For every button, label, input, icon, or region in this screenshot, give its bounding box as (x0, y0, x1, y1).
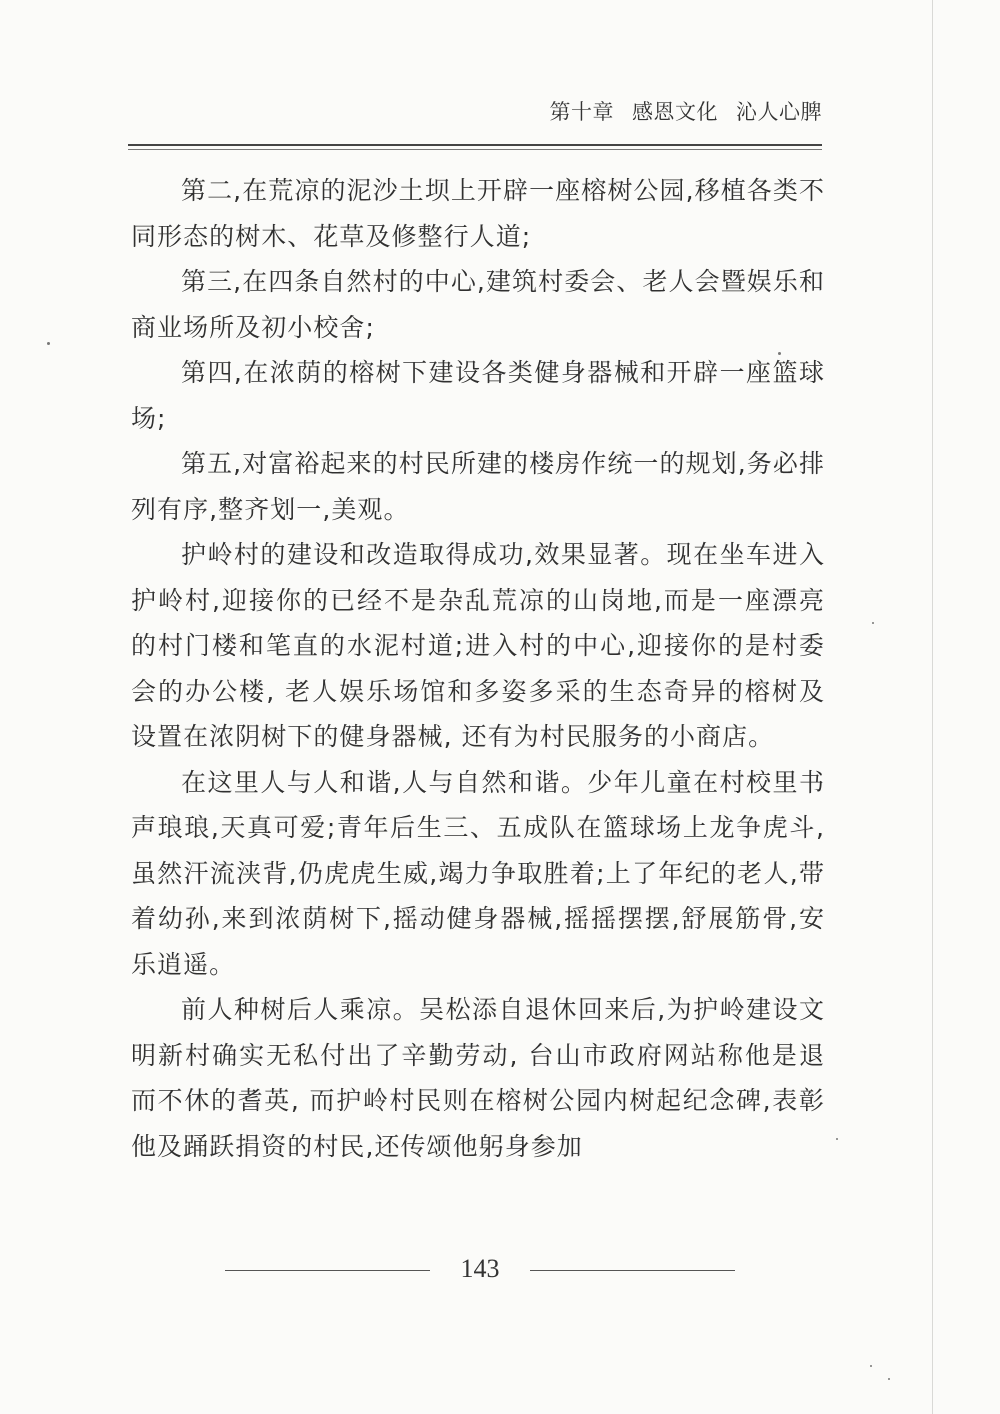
paragraph: 第三,在四条自然村的中心,建筑村委会、老人会暨娱乐和商业场所及初小校舍; (131, 267, 825, 342)
header-rule (128, 144, 822, 146)
page-edge-shadow (932, 0, 933, 1414)
paragraph: 在这里人与人和谐,人与自然和谐。少年儿童在村校里书声琅琅,天真可爱;青年后生三、五成队在篮球场上龙争虎斗,虽然汗流浃背,仍虎虎生威,竭力争取胜着;上了年纪的老人,带着幼孙,来到浓荫树下,摇动健身器械,摇摇摆摆,舒展筋骨,安乐逍遥。 (131, 767, 825, 979)
scan-speck (47, 342, 50, 345)
scan-speck (872, 622, 874, 624)
paragraph: 第二,在荒凉的泥沙土坝上开辟一座榕树公园,移植各类不同形态的树木、花草及修整行人道; (131, 176, 825, 251)
header-subtitle: 沁人心脾 (736, 100, 822, 124)
footer-rule-right (530, 1270, 735, 1271)
scan-speck (888, 1378, 890, 1380)
scan-speck (778, 352, 781, 355)
paragraph: 第五,对富裕起来的村民所建的楼房作统一的规划,务必排列有序,整齐划一,美观。 (131, 449, 825, 524)
running-header (128, 92, 822, 146)
scan-speck (870, 1365, 872, 1367)
header-rule-thin (128, 149, 822, 150)
header-section: 感恩文化 (632, 100, 718, 124)
scan-speck (836, 1138, 838, 1140)
paragraph: 前人种树后人乘凉。吴松添自退休回来后,为护岭建设文明新村确实无私付出了辛勤劳动, 台山市政府网站称他是退而不休的耆英, 而护岭村民则在榕树公园内树起纪念碑,表彰他及踊跃捐资的村民,还传颂他躬身参加 (131, 995, 825, 1161)
body-text (131, 168, 825, 1169)
paragraph: 护岭村的建设和改造取得成功,效果显著。现在坐车进入护岭村,迎接你的已经不是杂乱荒凉的山岗地,而是一座漂亮的村门楼和笔直的水泥村道;进入村的中心,迎接你的是村委会的办公楼, 老人娱乐场馆和多姿多采的生态奇异的榕树及设置在浓阴树下的健身器械, 还有为村民服务的小商店。 (131, 540, 825, 751)
page-footer (225, 1254, 735, 1288)
paragraph: 第四,在浓荫的榕树下建设各类健身器械和开辟一座篮球场; (131, 358, 825, 433)
header-chapter: 第十章 (549, 100, 614, 124)
page-number: 143 (460, 1254, 500, 1283)
header-title (550, 96, 823, 126)
